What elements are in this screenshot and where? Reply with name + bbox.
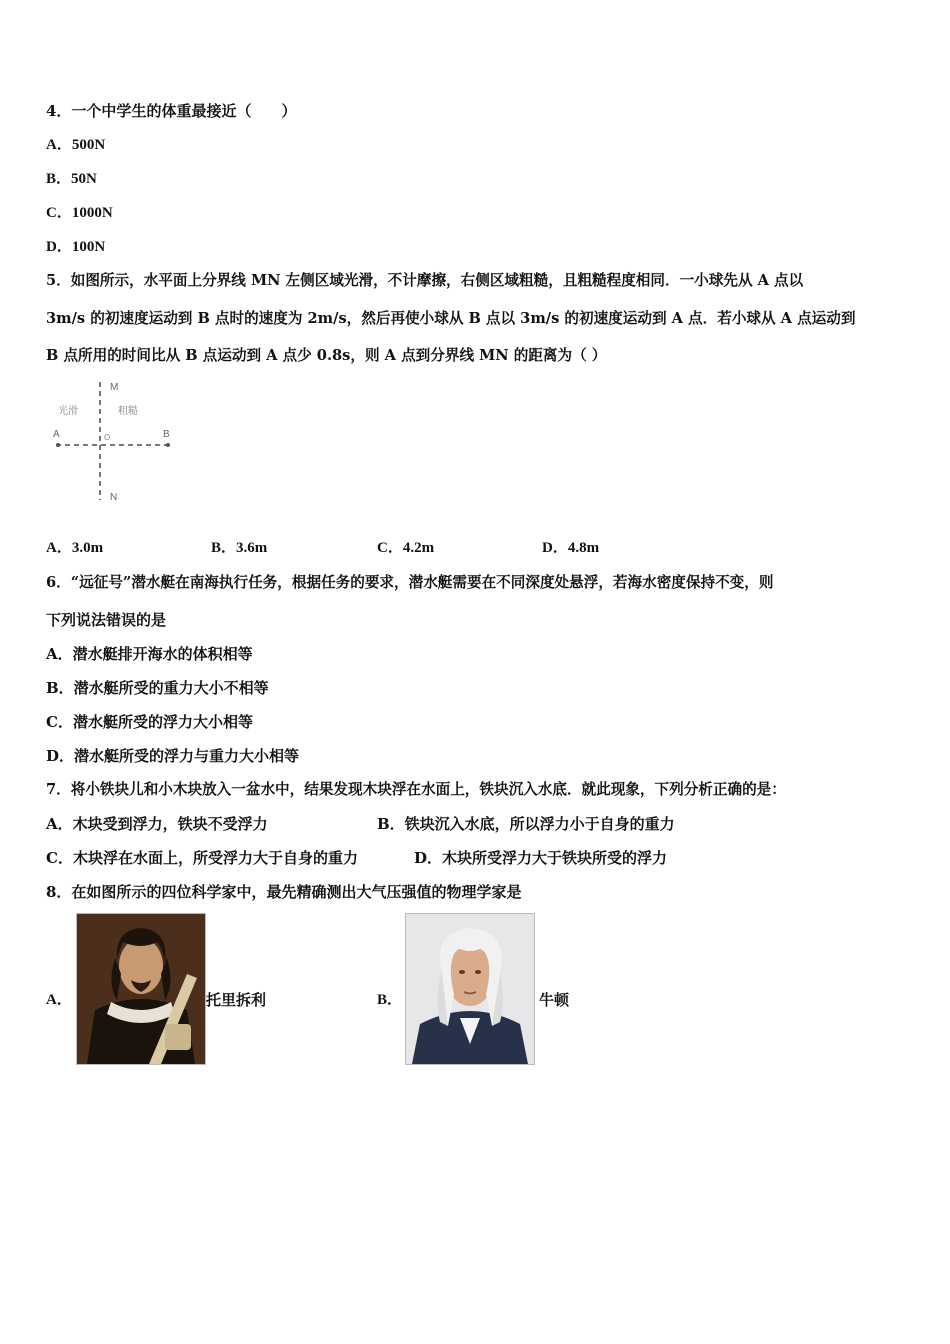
q5-option-a: A．3.0m	[46, 540, 104, 556]
boundary-diagram	[46, 376, 180, 504]
q7-option-d: D．木块所受浮力大于铁块所受的浮力	[414, 849, 668, 867]
label-b: B	[163, 429, 170, 440]
q5-option-c: C．4.2m	[377, 540, 435, 556]
point-b	[166, 443, 170, 447]
q5-option-b: B．3.6m	[211, 540, 268, 556]
newton-portrait-image	[406, 914, 534, 1064]
torricelli-portrait	[76, 913, 206, 1065]
q6-stem-line1: 6．“远征号”潜水艇在南海执行任务，根据任务的要求，潜水艇需要在不同深度处悬浮，若海水密度保持不变，则	[46, 574, 774, 591]
label-rough-region: 粗糙	[118, 406, 138, 417]
q6-option-d: D．潜水艇所受的浮力与重力大小相等	[46, 747, 300, 765]
q8-option-a-name: 托里拆利	[206, 991, 267, 1009]
q5-option-d: D．4.8m	[542, 540, 600, 556]
label-n: N	[110, 492, 118, 503]
q7-stem: 7．将小铁块儿和小木块放入一盆水中，结果发现木块浮在水面上，铁块沉入水底．就此现象，下列分析正确的是：	[46, 781, 786, 798]
q5-stem-line3: B 点所用的时间比从 B 点运动到 A 点少 0.8s，则 A 点到分界线 MN 的距离为（ ）	[46, 347, 607, 364]
q5-stem-line1: 5．如图所示，水平面上分界线 MN 左侧区域光滑，不计摩擦，右侧区域粗糙，且粗糙程度相同．一小球先从 A 点以	[46, 272, 804, 289]
q8-option-b-name: 牛顿	[539, 991, 570, 1009]
q8-option-a-letter: A．	[46, 992, 72, 1008]
newton-portrait	[405, 913, 535, 1065]
q4-stem: 4．一个中学生的体重最接近（ ）	[46, 102, 297, 120]
q8-option-b-letter: B．	[377, 992, 403, 1008]
q6-stem-line2: 下列说法错误的是	[46, 611, 167, 629]
q8-stem: 8．在如图所示的四位科学家中，最先精确测出大气压强值的物理学家是	[46, 883, 522, 901]
q4-option-c: C．1000N	[46, 205, 113, 221]
torricelli-portrait-image	[77, 914, 205, 1064]
label-a: A	[53, 429, 60, 440]
q7-option-c: C．木块浮在水面上，所受浮力大于自身的重力	[46, 849, 358, 867]
q6-option-b: B．潜水艇所受的重力大小不相等	[46, 679, 269, 697]
q7-option-b: B．铁块沉入水底，所以浮力小于自身的重力	[377, 815, 675, 833]
label-o: O	[104, 433, 111, 442]
label-smooth-region: 光滑	[58, 406, 78, 417]
q4-option-a: A．500N	[46, 137, 106, 153]
q6-option-c: C．潜水艇所受的浮力大小相等	[46, 713, 253, 731]
point-a	[56, 443, 60, 447]
q4-option-b: B．50N	[46, 171, 97, 187]
q5-diagram	[46, 376, 180, 504]
q4-option-d: D．100N	[46, 239, 106, 255]
label-m: M	[110, 382, 119, 393]
q5-stem-line2: 3m/s 的初速度运动到 B 点时的速度为 2m/s，然后再使小球从 B 点以 3m/s 的初速度运动到 A 点．若小球从 A 点运动到	[46, 310, 856, 327]
q7-option-a: A．木块受到浮力，铁块不受浮力	[46, 815, 268, 833]
q6-option-a: A．潜水艇排开海水的体积相等	[46, 645, 253, 663]
